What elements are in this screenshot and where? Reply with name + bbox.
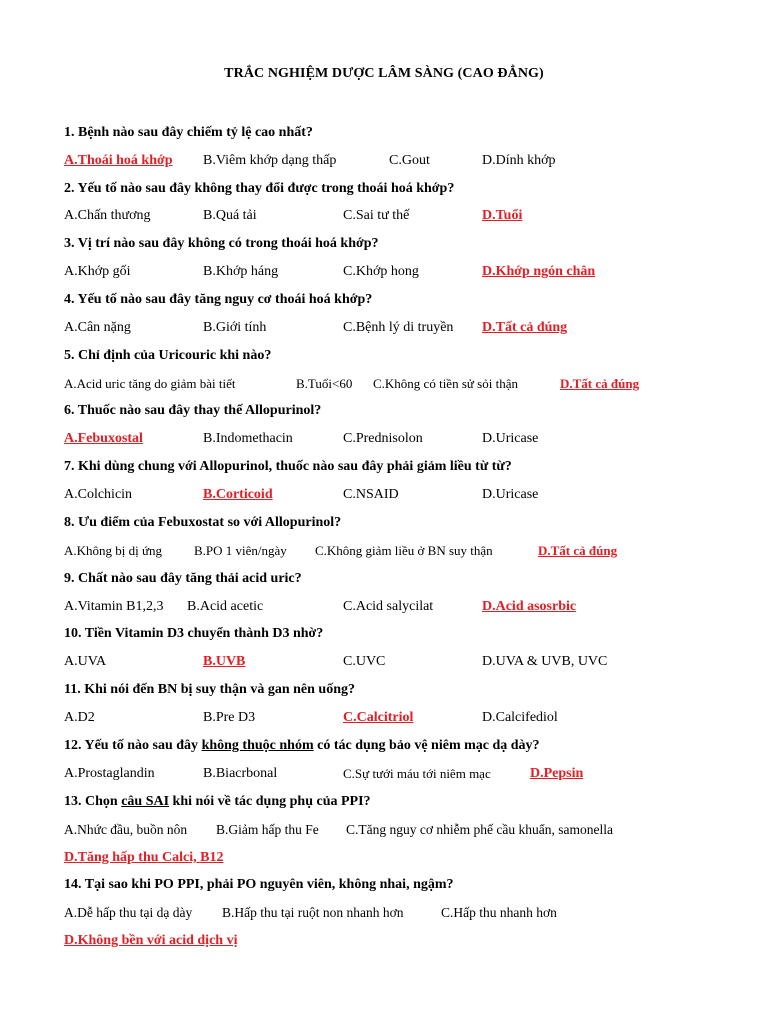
q4-option-a: A.Cân nặng (64, 320, 131, 335)
q5-option-a: A.Acid uric tăng do giảm bài tiết (64, 376, 236, 391)
question-12-text-end: có tác dụng bảo vệ niêm mạc dạ dày? (313, 738, 540, 753)
q10-option-b-correct: B.UVB (203, 654, 246, 669)
q7-option-a: A.Colchicin (64, 487, 133, 502)
question-13 (64, 794, 371, 810)
q9-option-d-correct: D.Acid asosrbic (482, 599, 577, 614)
q3-option-d-correct: D.Khớp ngón chân (482, 264, 596, 279)
question-13-text-start: 13. Chọn (64, 794, 122, 809)
question-13-text-end: khi nói về tác dụng phụ của PPI? (169, 794, 371, 809)
q12-option-c: C.Sự tưới máu tới niêm mạc (343, 766, 491, 781)
q12-option-d-correct: D.Pepsin (530, 766, 584, 781)
q12-option-b: B.Biacrbonal (203, 766, 278, 781)
document-title: TRẮC NGHIỆM DƯỢC LÂM SÀNG (CAO ĐẲNG) (224, 66, 544, 81)
q4-option-c: C.Bệnh lý di truyền (343, 320, 454, 335)
q4-option-b: B.Giới tính (203, 320, 267, 335)
q6-option-c: C.Prednisolon (343, 431, 423, 446)
q5-option-c: C.Không có tiền sử sỏi thận (373, 376, 518, 391)
question-7: 7. Khi dùng chung với Allopurinol, thuốc nào sau đây phải giảm liều từ từ? (64, 459, 512, 474)
q6-option-b: B.Indomethacin (203, 431, 293, 446)
q5-option-b: B.Tuổi<60 (296, 376, 353, 391)
question-4: 4. Yếu tố nào sau đây tăng nguy cơ thoái hoá khớp? (64, 292, 373, 307)
q1-option-c: C.Gout (389, 153, 430, 168)
q3-option-b: B.Khớp háng (203, 264, 279, 279)
question-2: 2. Yếu tố nào sau đây không thay đổi được trong thoái hoá khớp? (64, 181, 455, 196)
q9-option-b: B.Acid acetic (187, 599, 264, 614)
q14-option-d-correct: D.Không bền với acid dịch vị (64, 933, 238, 948)
q2-option-d-correct: D.Tuổi (482, 208, 523, 223)
q2-option-a: A.Chấn thương (64, 208, 151, 223)
q8-option-c: C.Không giảm liều ở BN suy thận (315, 543, 493, 558)
question-10: 10. Tiền Vitamin D3 chuyển thành D3 nhờ? (64, 626, 324, 641)
q9-option-a: A.Vitamin B1,2,3 (64, 599, 164, 614)
q10-option-d: D.UVA & UVB, UVC (482, 654, 608, 669)
q14-option-b: B.Hấp thu tại ruột non nhanh hơn (222, 905, 404, 920)
q10-option-c: C.UVC (343, 654, 386, 669)
q2-option-b: B.Quá tải (203, 208, 257, 223)
q8-option-d-correct: D.Tất cả đúng (538, 543, 618, 558)
q5-option-d-correct: D.Tất cả đúng (560, 376, 640, 391)
question-5: 5. Chỉ định của Uricouric khi nào? (64, 348, 272, 363)
q13-option-a: A.Nhức đầu, buồn nôn (64, 822, 188, 837)
q14-option-a: A.Dễ hấp thu tại dạ dày (64, 905, 193, 920)
q14-option-c: C.Hấp thu nhanh hơn (441, 905, 557, 920)
q11-option-d: D.Calcifediol (482, 710, 558, 725)
q13-option-c: C.Tăng nguy cơ nhiễm phế cầu khuẩn, samonella (346, 822, 613, 837)
question-13-underlined-phrase: câu SAI (121, 794, 170, 809)
question-1: 1. Bệnh nào sau đây chiếm tỷ lệ cao nhất? (64, 125, 313, 140)
q1-option-a-correct: A.Thoái hoá khớp (64, 153, 173, 168)
question-14: 14. Tại sao khi PO PPI, phải PO nguyên viên, không nhai, ngậm? (64, 877, 454, 892)
q7-option-d: D.Uricase (482, 487, 539, 502)
q9-option-c: C.Acid salycilat (343, 599, 434, 614)
q8-option-b: B.PO 1 viên/ngày (194, 543, 287, 558)
q10-option-a: A.UVA (64, 654, 107, 669)
q6-option-d: D.Uricase (482, 431, 539, 446)
q13-option-b: B.Giảm hấp thu Fe (216, 822, 319, 837)
q4-option-d-correct: D.Tất cả đúng (482, 320, 568, 335)
question-11: 11. Khi nói đến BN bị suy thận và gan nên uống? (64, 682, 355, 697)
question-8: 8. Ưu điểm của Febuxostat so với Allopurinol? (64, 515, 342, 530)
q6-option-a-correct: A.Febuxostal (64, 431, 143, 446)
q7-option-b-correct: B.Corticoid (203, 487, 273, 502)
question-12-text-start: 12. Yếu tố nào sau đây (64, 738, 202, 753)
question-12 (64, 738, 540, 754)
q13-option-d-correct: D.Tăng hấp thu Calci, B12 (64, 850, 224, 865)
q7-option-c: C.NSAID (343, 487, 399, 502)
q3-option-c: C.Khớp hong (343, 264, 419, 279)
question-6: 6. Thuốc nào sau đây thay thế Allopurinol? (64, 403, 322, 418)
q8-option-a: A.Không bị dị ứng (64, 543, 163, 558)
question-9: 9. Chất nào sau đây tăng thải acid uric? (64, 571, 302, 586)
q1-option-b: B.Viêm khớp dạng thấp (203, 153, 337, 168)
q2-option-c: C.Sai tư thế (343, 208, 410, 223)
q3-option-a: A.Khớp gối (64, 264, 131, 279)
question-3: 3. Vị trí nào sau đây không có trong thoái hoá khớp? (64, 236, 379, 251)
q11-option-b: B.Pre D3 (203, 710, 256, 725)
question-12-underlined-phrase: không thuộc nhóm (201, 738, 314, 753)
q1-option-d: D.Dính khớp (482, 153, 556, 168)
q12-option-a: A.Prostaglandin (64, 766, 155, 781)
q11-option-c-correct: C.Calcitriol (343, 710, 414, 725)
q11-option-a: A.D2 (64, 710, 95, 725)
